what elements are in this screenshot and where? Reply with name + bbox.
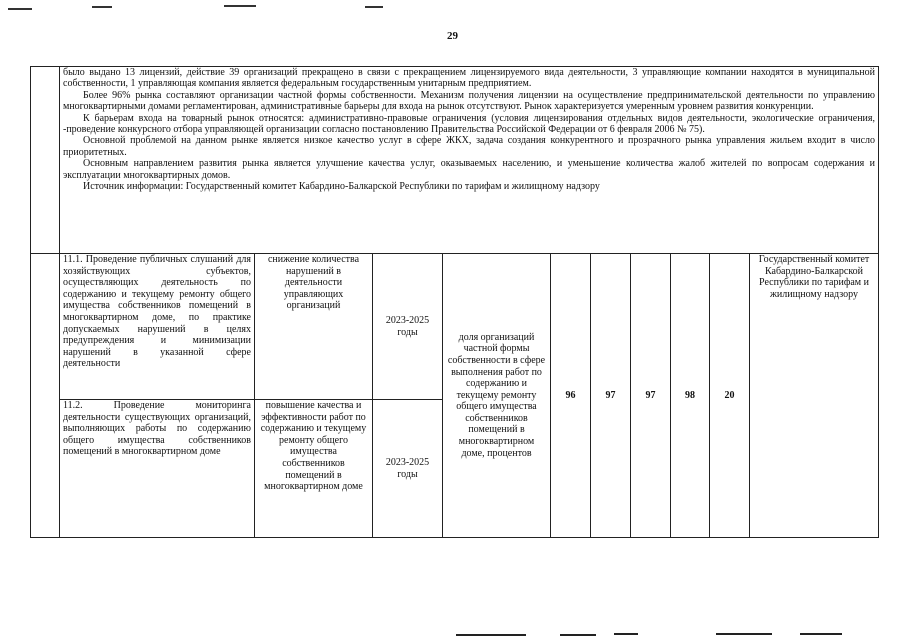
page-number: 29	[447, 30, 458, 42]
value-cell: 98	[671, 254, 710, 538]
responsible-cell: Государственный комитет Кабардино-Балкарской Республики по тарифам и жилищному надзору	[750, 254, 879, 538]
narrative-paragraph: К барьерам входа на товарный рынок относятся: административно-правовые ограничения (условия лицензирования отдельных видов деятельности, экологические ограничения, -проведение конкурсного отбора управляющей организации согласно постановлению Правительства Российской Федерации от 6 февраля 2006 № 75).	[63, 112, 876, 136]
scan-mark	[92, 6, 112, 8]
result-cell: снижение количества нарушений в деятельности управляющих организаций	[255, 254, 373, 400]
event-cell: 11.1. Проведение публичных слушаний для хозяйствующих субъектов, осуществляющих деятельность по содержанию и текущему ремонту общего имущества собственников помещений в многоквартирном доме, по практике допускаемых нарушений в целях предупреждения и минимизации нарушений в указанной сфере деятельности	[60, 254, 255, 400]
scan-mark	[224, 5, 256, 7]
narrative-cell	[60, 67, 879, 254]
value-cell: 97	[591, 254, 631, 538]
narrative-paragraph: было выдано 13 лицензий, действие 39 организаций прекращено в связи с прекращением лицензируемого вида деятельности, 3 управляющие компании находятся в муниципальной собственности, 1 управляющая компания является федеральным государственным унитарным предприятием.	[63, 67, 876, 90]
event-cell: 11.2. Проведение мониторинга деятельности существующих организаций, выполняющих работы по содержанию общего имущества собственников помещений в многоквартирном доме	[60, 400, 255, 538]
period-cell: 2023-2025 годы	[373, 254, 443, 400]
scan-mark	[560, 634, 596, 636]
measures-table	[30, 66, 879, 538]
scan-mark	[8, 8, 32, 10]
scan-mark	[365, 6, 383, 8]
narrative-paragraph: Основной проблемой на данном рынке является низкое качество услуг в сфере ЖКХ, задача создания конкурентного и прозрачного рынка управления жильем входит в число приоритетных.	[63, 135, 876, 158]
scan-mark	[614, 633, 638, 635]
scan-mark	[456, 634, 526, 636]
result-cell: повышение качества и эффективности работ по содержанию и текущему ремонту общего имущества собственников помещений в многоквартирном доме	[255, 400, 373, 538]
index-cell	[31, 254, 60, 538]
scan-mark	[716, 633, 772, 635]
period-cell: 2023-2025 годы	[373, 400, 443, 538]
value-cell: 96	[551, 254, 591, 538]
indicator-cell: доля организаций частной формы собственности в сфере выполнения работ по содержанию и текущему ремонту общего имущества собственников помещений в многоквартирном доме, процентов	[443, 254, 551, 538]
narrative-paragraph: Более 96% рынка составляют организации частной формы собственности. Механизм получения лицензии на осуществление предпринимательской деятельности по управлению многоквартирными домами регламентирован, административные барьеры для входа на рынок отсутствуют. Рынок характеризуется умеренным уровнем развития конкуренции.	[63, 89, 876, 113]
narrative-paragraph: Основным направлением развития рынка является улучшение качества услуг, оказываемых населению, и уменьшение количества жалоб жителей по вопросам содержания и эксплуатации многоквартирных домов.	[63, 158, 876, 181]
index-cell	[31, 67, 60, 254]
scan-mark	[800, 633, 842, 635]
narrative-source: Источник информации: Государственный комитет Кабардино-Балкарской Республики по тарифам и жилищному надзору	[83, 181, 600, 193]
value-cell: 97	[631, 254, 671, 538]
document-table-region	[30, 66, 878, 537]
value-cell: 20	[710, 254, 750, 538]
